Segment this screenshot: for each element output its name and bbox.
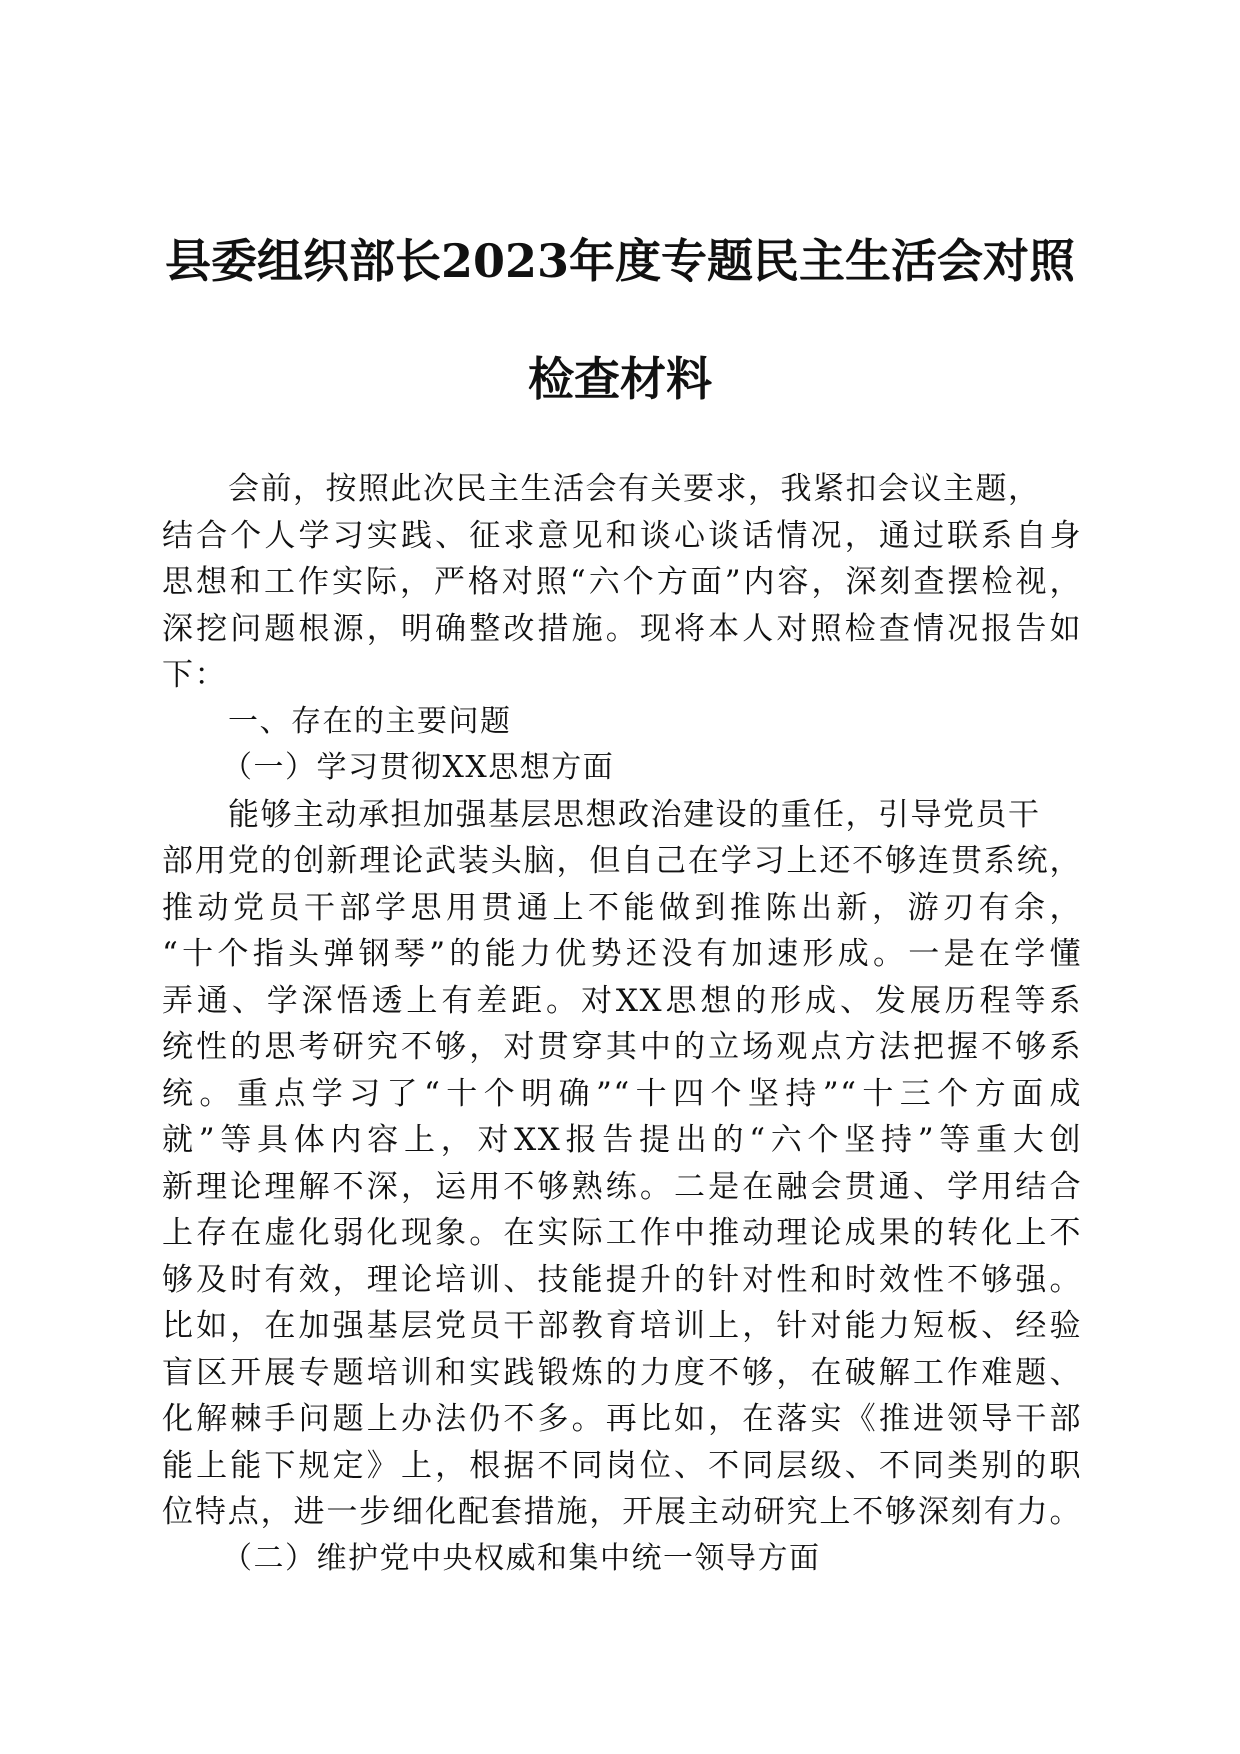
paragraph-line: 统。重点学习了“十个明确”“十四个坚持”“十三个方面成 (162, 1075, 1082, 1112)
paragraph-line: 够及时有效，理论培训、技能提升的针对性和时效性不够强。 (162, 1261, 1082, 1298)
intro-line: 思想和工作实际，严格对照“六个方面”内容，深刻查摆检视， (162, 564, 1082, 600)
subsection-heading: （二）维护党中央权威和集中统一领导方面 (222, 1540, 821, 1576)
paragraph-line: 上存在虚化弱化现象。在实际工作中推动理论成果的转化上不 (162, 1215, 1082, 1251)
intro-line: 结合个人学习实践、征求意见和谈心谈话情况，通过联系自身 (162, 517, 1082, 554)
intro-line: 下： (162, 657, 227, 693)
paragraph-line: 位特点，进一步细化配套措施，开展主动研究上不够深刻有力。 (162, 1494, 1082, 1530)
paragraph-line: 推动党员干部学思用贯通上不能做到推陈出新，游刃有余， (162, 889, 1082, 926)
paragraph-line: 化解棘手问题上办法仍不多。再比如，在落实《推进领导干部 (162, 1401, 1082, 1437)
paragraph-line: 弄通、学深悟透上有差距。对XX思想的形成、发展历程等系 (162, 982, 1082, 1019)
paragraph-line: 能上能下规定》上，根据不同岗位、不同层级、不同类别的职 (162, 1447, 1082, 1484)
paragraph-line: “十个指头弹钢琴”的能力优势还没有加速形成。一是在学懂 (162, 936, 1082, 972)
section-heading: 一、存在的主要问题 (228, 703, 512, 739)
paragraph-line: 就”等具体内容上，对XX报告提出的“六个坚持”等重大创 (162, 1122, 1082, 1158)
intro-line: 深挖问题根源，明确整改措施。现将本人对照检查情况报告如 (162, 610, 1082, 647)
paragraph-line: 盲区开展专题培训和实践锻炼的力度不够，在破解工作难题、 (162, 1354, 1082, 1391)
paragraph-line: 能够主动承担加强基层思想政治建设的重任，引导党员干 (228, 796, 1041, 833)
document-title-line-2: 检查材料 (528, 352, 712, 406)
paragraph-line: 比如，在加强基层党员干部教育培训上，针对能力短板、经验 (162, 1308, 1082, 1344)
document-title-line-1: 县委组织部长2023年度专题民主生活会对照 (164, 234, 1076, 288)
document-body (162, 466, 1082, 1582)
paragraph-line: 统性的思考研究不够，对贯穿其中的立场观点方法把握不够系 (162, 1029, 1082, 1065)
intro-line: 会前，按照此次民主生活会有关要求，我紧扣会议主题， (228, 471, 1041, 507)
subsection-heading: （一）学习贯彻XX思想方面 (222, 750, 615, 785)
paragraph-line: 新理论理解不深，运用不够熟练。二是在融会贯通、学用结合 (162, 1168, 1082, 1205)
paragraph-line: 部用党的创新理论武装头脑，但自己在学习上还不够连贯系统， (162, 843, 1082, 879)
